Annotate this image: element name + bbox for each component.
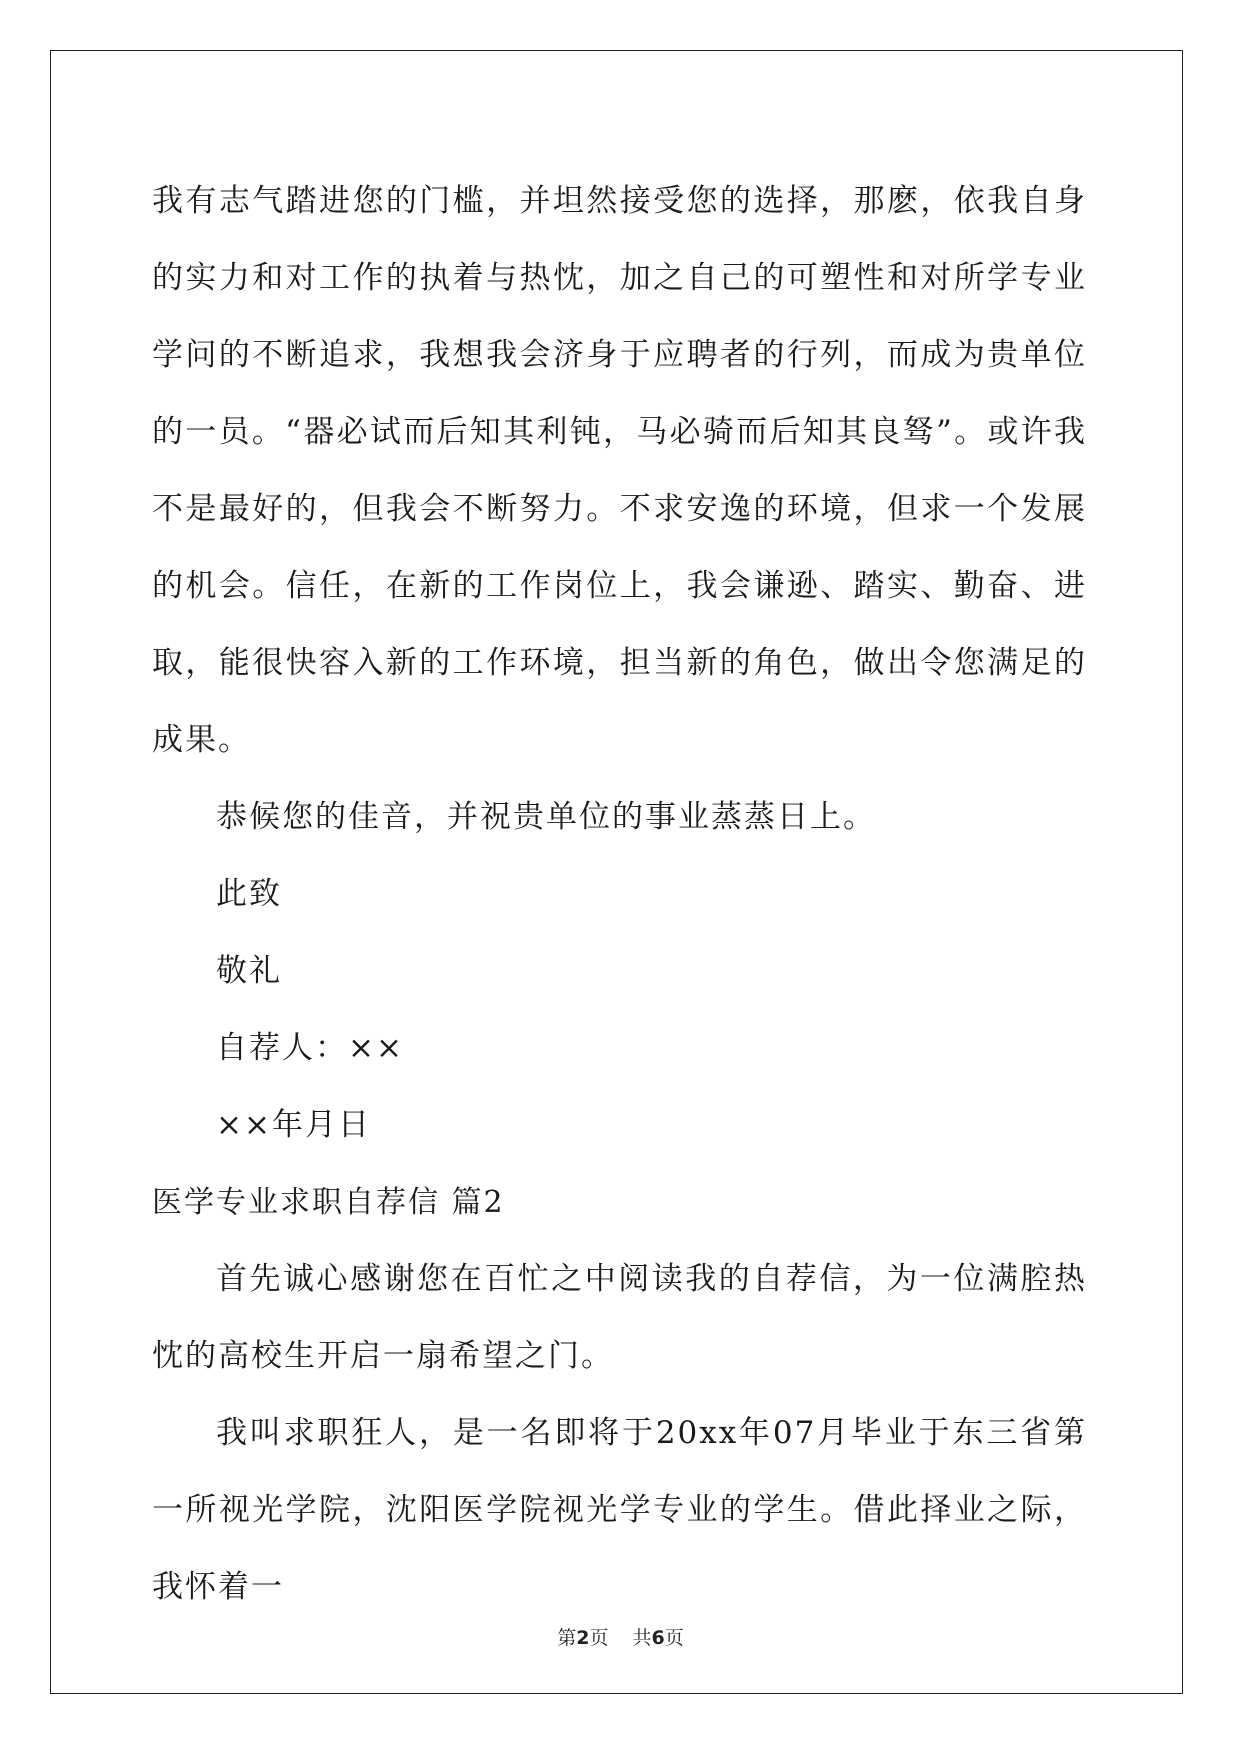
- section-heading: 医学专业求职自荐信 篇2: [152, 1185, 505, 1220]
- signature-date: ××年月日: [216, 1107, 371, 1143]
- footer-prefix-di: 第: [557, 1627, 577, 1649]
- document-body: [152, 163, 1087, 1626]
- footer-suffix-ye-2: 页: [664, 1627, 684, 1649]
- paragraph-closing-wish: 恭候您的佳音，并祝贵单位的事业蒸蒸日上。: [216, 799, 876, 835]
- page-footer: [0, 1623, 1241, 1650]
- footer-prefix-gong: 共: [632, 1627, 652, 1649]
- paragraph-continuation: 我有志气踏进您的门槛，并坦然接受您的选择，那麽，依我自身的实力和对工作的执着与热忱，加之自己的可塑性和对所学专业学问的不断追求，我想我会济身于应聘者的行列，而成为贵单位的一员。“器必试而后知其利钝，马必骑而后知其良驽”。或许我不是最好的，但我会不断努力。不求安逸的环境，但求一个发展的机会。信任，在新的工作岗位上，我会谦逊、踏实、勤奋、进取，能很快容入新的工作环境，担当新的角色，做出令您满足的成果。: [152, 183, 1087, 758]
- salutation-jingli: 敬礼: [216, 953, 282, 989]
- current-page-number: 2: [576, 1627, 590, 1649]
- salutation-cizhi: 此致: [216, 876, 282, 912]
- paragraph-self-introduction: 我叫求职狂人，是一名即将于20xx年07月毕业于东三省第一所视光学院，沈阳医学院视光学专业的学生。借此择业之际，我怀着一: [152, 1415, 1087, 1605]
- footer-suffix-ye: 页: [589, 1627, 609, 1649]
- total-page-count: 6: [651, 1627, 665, 1649]
- signature-name: 自荐人：××: [216, 1030, 404, 1066]
- paragraph-intro: 首先诚心感谢您在百忙之中阅读我的自荐信，为一位满腔热忱的高校生开启一扇希望之门。: [152, 1261, 1087, 1374]
